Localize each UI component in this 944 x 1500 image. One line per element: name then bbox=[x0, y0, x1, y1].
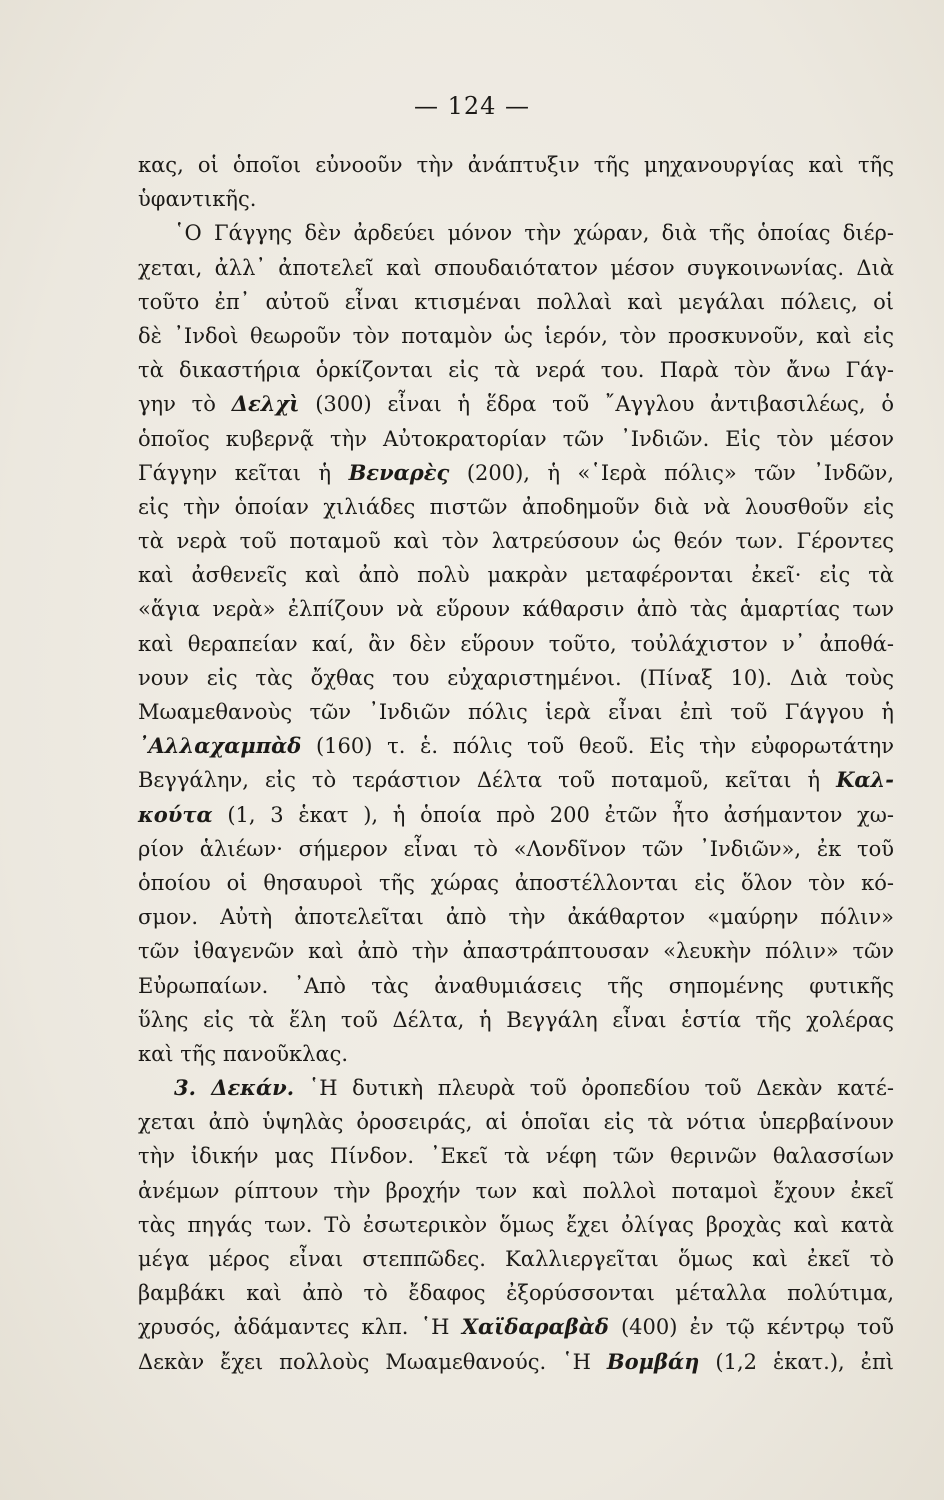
text-line bbox=[138, 592, 894, 626]
text-segment: τοῦτο ἐπ᾽ αὐτοῦ εἶναι κτισμέναι πολλαὶ καὶ μεγάλαι πόλεις, οἱ bbox=[138, 289, 894, 314]
text-segment: τὰς πηγάς των. Τὸ ἐσωτερικὸν ὅμως ἔχει ὀλίγας βροχὰς καὶ κατὰ bbox=[138, 1212, 894, 1237]
place-name: Βεναρὲς bbox=[348, 459, 450, 485]
text-segment: (400) ἐν τῷ κέντρῳ τοῦ bbox=[608, 1315, 894, 1340]
text-segment: ὑφαντικῆς. bbox=[138, 187, 257, 212]
text-line bbox=[138, 900, 894, 934]
text-line bbox=[138, 319, 894, 353]
text-segment: Βεγγάλην, εἰς τὸ τεράστιον Δέλτα τοῦ ποταμοῦ, κεῖται ἡ bbox=[138, 768, 837, 793]
text-line bbox=[138, 1071, 894, 1105]
text-line bbox=[138, 661, 894, 695]
text-line bbox=[138, 1105, 894, 1139]
text-segment: καὶ θεραπείαν καί, ἂν δὲν εὕρουν τοῦτο, τοὐλάχιστον ν᾽ ἀποθά- bbox=[138, 631, 894, 656]
place-name: ᾽Αλλαχαμπὰδ bbox=[138, 733, 302, 759]
text-line bbox=[138, 1345, 894, 1379]
text-line bbox=[138, 353, 894, 387]
text-line bbox=[138, 1310, 894, 1344]
text-line bbox=[138, 285, 894, 319]
text-line bbox=[138, 216, 894, 250]
text-segment: δὲ ᾽Ινδοὶ θεωροῦν τὸν ποταμὸν ὡς ἱερόν, τὸν προσκυνοῦν, καὶ εἰς bbox=[138, 323, 894, 348]
text-segment: τὰ δικαστήρια ὁρκίζονται εἰς τὰ νερά του. Παρὰ τὸν ἄνω Γάγ- bbox=[138, 358, 894, 383]
text-segment: ὁποῖος κυβερνᾷ τὴν Αὐτοκρατορίαν τῶν ᾽Ινδιῶν. Εἰς τὸν μέσον bbox=[138, 426, 894, 451]
text-segment: βαμβάκι καὶ ἀπὸ τὸ ἔδαφος ἐξορύσσονται μέταλλα πολύτιμα, bbox=[138, 1281, 894, 1306]
text-segment: τὰ νερὰ τοῦ ποταμοῦ καὶ τὸν λατρεύσουν ὡς θεόν των. Γέροντες bbox=[138, 529, 894, 554]
text-segment: κας, οἱ ὁποῖοι εὐνοοῦν τὴν ἀνάπτυξιν τῆς μηχανουργίας καὶ τῆς bbox=[138, 153, 894, 177]
text-segment: (160) τ. ἑ. πόλις τοῦ θεοῦ. Εἰς τὴν εὐφορωτάτην bbox=[301, 734, 894, 759]
text-line bbox=[138, 182, 894, 216]
text-line bbox=[138, 1037, 894, 1071]
text-segment: χεται, ἀλλ᾽ ἀποτελεῖ καὶ σπουδαιότατον μέσον συγκοινωνίας. Διὰ bbox=[138, 255, 894, 280]
text-line bbox=[138, 1003, 894, 1037]
text-segment: Γάγγην κεῖται ἡ bbox=[138, 460, 349, 485]
text-line bbox=[138, 387, 894, 421]
text-segment: νουν εἰς τὰς ὄχθας του εὐχαριστημένοι. (Πίναξ 10). Διὰ τοὺς bbox=[138, 665, 894, 690]
text-line bbox=[138, 969, 894, 1003]
text-segment: (1, 3 ἑκατ ), ἡ ὁποία πρὸ 200 ἐτῶν ἦτο ἀσήμαντον χω- bbox=[212, 802, 894, 827]
text-segment: ὕλης εἰς τὰ ἕλη τοῦ Δέλτα, ἡ Βεγγάλη εἶναι ἑστία τῆς χολέρας bbox=[138, 1007, 894, 1032]
text-line bbox=[138, 148, 894, 182]
text-segment: χεται ἀπὸ ὑψηλὰς ὀροσειράς, αἱ ὁποῖαι εἰς τὰ νότια ὑπερβαίνουν bbox=[138, 1110, 894, 1135]
text-segment: τὴν ἰδικήν μας Πίνδον. ᾽Εκεῖ τὰ νέφη τῶν θερινῶν θαλασσίων bbox=[138, 1144, 894, 1169]
text-segment: ῾Ο Γάγγης δὲν ἀρδεύει μόνον τὴν χώραν, διὰ τῆς ὁποίας διέρ- bbox=[174, 221, 894, 246]
text-line bbox=[138, 763, 894, 797]
text-line bbox=[138, 866, 894, 900]
place-name: 3. Δεκάν. bbox=[174, 1075, 295, 1101]
text-segment: «ἅγια νερὰ» ἐλπίζουν νὰ εὕρουν κάθαρσιν ἀπὸ τὰς ἁμαρτίας των bbox=[138, 597, 894, 622]
text-segment: σμον. Αὐτὴ ἀποτελεῖται ἀπὸ τὴν ἀκάθαρτον «μαύρην πόλιν» bbox=[138, 905, 894, 930]
text-segment: καὶ τῆς πανοῦκλας. bbox=[138, 1041, 349, 1066]
text-line bbox=[138, 798, 894, 832]
text-line bbox=[138, 695, 894, 729]
text-segment: ρίον ἁλιέων· σήμερον εἶναι τὸ «Λονδῖνον τῶν ᾽Ινδιῶν», ἐκ τοῦ bbox=[138, 836, 894, 861]
text-segment: καὶ ἀσθενεῖς καὶ ἀπὸ πολὺ μακρὰν μεταφέρονται ἐκεῖ· εἰς τὰ bbox=[138, 563, 894, 588]
text-segment: μέγα μέρος εἶναι στεππῶδες. Καλλιεργεῖται ὅμως καὶ ἐκεῖ τὸ bbox=[138, 1247, 894, 1271]
text-line bbox=[138, 1139, 894, 1173]
text-line bbox=[138, 729, 894, 763]
text-line bbox=[138, 251, 894, 285]
text-line bbox=[138, 832, 894, 866]
text-line bbox=[138, 558, 894, 592]
text-segment: Εὐρωπαίων. ᾽Απὸ τὰς ἀναθυμιάσεις τῆς σηπομένης φυτικῆς bbox=[138, 973, 894, 998]
text-line bbox=[138, 1208, 894, 1242]
text-line bbox=[138, 524, 894, 558]
page-number: — 124 — bbox=[413, 92, 531, 120]
place-name: Δελχὶ bbox=[231, 391, 300, 417]
text-segment: γην τὸ bbox=[138, 392, 232, 417]
text-line bbox=[138, 627, 894, 661]
text-line bbox=[138, 422, 894, 456]
place-name: Καλ- bbox=[836, 767, 894, 793]
body-text bbox=[138, 148, 894, 1379]
text-segment: ῾Η δυτικὴ πλευρὰ τοῦ ὀροπεδίου τοῦ Δεκὰν κατέ- bbox=[294, 1076, 895, 1101]
text-segment: Δεκὰν ἔχει πολλοὺς Μωαμεθανούς. ῾Η bbox=[138, 1349, 607, 1374]
text-segment: ὁποίου οἱ θησαυροὶ τῆς χώρας ἀποστέλλονται εἰς ὅλον τὸν κό- bbox=[138, 870, 894, 895]
text-segment: (1,2 ἑκατ.), ἐπὶ bbox=[699, 1349, 894, 1374]
text-segment: Μωαμεθανοὺς τῶν ᾽Ινδιῶν πόλις ἱερὰ εἶναι ἐπὶ τοῦ Γάγγου ἡ bbox=[138, 700, 894, 724]
text-line bbox=[138, 1174, 894, 1208]
text-line bbox=[138, 934, 894, 968]
text-segment: εἰς τὴν ὁποίαν χιλιάδες πιστῶν ἀποδημοῦν διὰ νὰ λουσθοῦν εἰς bbox=[138, 494, 894, 519]
text-line bbox=[138, 456, 894, 490]
text-line bbox=[138, 490, 894, 524]
text-segment: ἀνέμων ρίπτουν τὴν βροχήν των καὶ πολλοὶ ποταμοὶ ἔχουν ἐκεῖ bbox=[138, 1178, 894, 1203]
text-line bbox=[138, 1242, 894, 1276]
place-name: Βομβάη bbox=[606, 1348, 700, 1374]
text-line bbox=[138, 1276, 894, 1310]
text-segment: τῶν ἰθαγενῶν καὶ ἀπὸ τὴν ἀπαστράπτουσαν «λευκὴν πόλιν» τῶν bbox=[138, 939, 894, 964]
place-name: Χαϊδαραβὰδ bbox=[461, 1314, 609, 1340]
place-name: κούτα bbox=[138, 801, 213, 827]
text-segment: (200), ἡ «῾Ιερὰ πόλις» τῶν ᾽Ινδῶν, bbox=[449, 460, 894, 485]
text-segment: χρυσός, ἀδάμαντες κλπ. ῾Η bbox=[138, 1315, 462, 1340]
text-segment: (300) εἶναι ἡ ἕδρα τοῦ ῎Αγγλου ἀντιβασιλέως, ὁ bbox=[299, 392, 894, 417]
